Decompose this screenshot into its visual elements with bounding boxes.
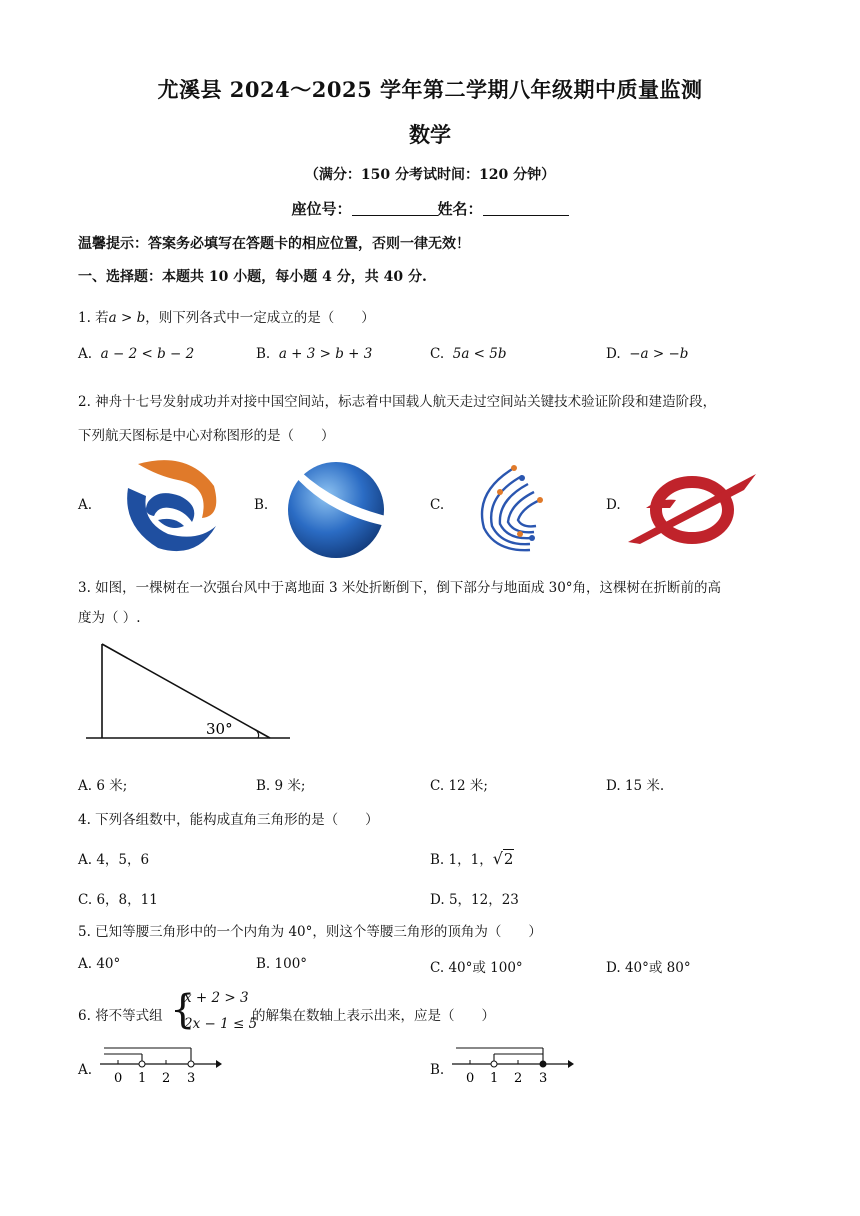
sqrt-icon: √ xyxy=(492,849,503,868)
svg-text:0: 0 xyxy=(114,1071,123,1086)
question-6-stem-prefix: 6. 将不等式组 xyxy=(78,1008,163,1024)
q1-prefix: 1. 若 xyxy=(78,310,109,326)
question-4-stem: 4. 下列各组数中，能构成直角三角形的是（ ） xyxy=(78,812,379,828)
q3-option-b[interactable]: B. 9 米; xyxy=(256,778,306,794)
q2-option-d-label[interactable]: D. xyxy=(606,497,621,513)
question-3-stem-line2: 度为（ ）. xyxy=(78,610,141,626)
question-2-stem-line1: 2. 神舟十七号发射成功并对接中国空间站，标志着中国载人航天走过空间站关键技术验证阶段和建造阶段， xyxy=(78,394,717,410)
broken-tree-figure xyxy=(84,640,294,744)
q5-option-d[interactable]: D. 40°或 80° xyxy=(606,960,691,976)
q2-option-a-label[interactable]: A. xyxy=(78,497,93,513)
swirl-logo-icon[interactable] xyxy=(118,456,222,556)
q3-option-a[interactable]: A. 6 米; xyxy=(78,778,128,794)
q1-option-c[interactable]: C. 5a < 5b xyxy=(430,346,507,362)
name-label: 姓名： xyxy=(437,200,483,218)
q1-option-d[interactable]: D. −a > −b xyxy=(606,346,689,362)
q1-option-a[interactable]: A. a − 2 < b − 2 xyxy=(78,346,195,362)
svg-text:3: 3 xyxy=(539,1071,548,1086)
q4-option-d[interactable]: D. 5，12，23 xyxy=(430,892,519,908)
subject-title: 数学 xyxy=(409,122,451,147)
question-1-stem xyxy=(78,306,375,326)
question-6-stem-suffix: 的解集在数轴上表示出来，应是（ ） xyxy=(252,1008,495,1024)
q2-option-b-label[interactable]: B. xyxy=(254,497,269,513)
q3-option-c[interactable]: C. 12 米; xyxy=(430,778,488,794)
q3-option-d[interactable]: D. 15 米. xyxy=(606,778,665,794)
exam-info: （满分：150 分考试时间：120 分钟） xyxy=(304,167,556,183)
q6-option-b-label[interactable]: B. xyxy=(430,1062,445,1078)
question-5-stem: 5. 已知等腰三角形中的一个内角为 40°，则这个等腰三角形的顶角为（ ） xyxy=(78,924,542,940)
system-line-1: x + 2 > 3 xyxy=(184,990,249,1006)
q1-suffix: ，则下列各式中一定成立的是（ ） xyxy=(145,310,375,326)
red-ring-logo-icon[interactable] xyxy=(626,472,758,546)
svg-text:2: 2 xyxy=(162,1071,171,1086)
q1-option-b[interactable]: B. a + 3 > b + 3 xyxy=(256,346,373,362)
system-line-2: 2x − 1 ≤ 5 xyxy=(184,1016,258,1032)
svg-text:1: 1 xyxy=(490,1071,499,1086)
svg-text:1: 1 xyxy=(138,1071,147,1086)
q6-option-a-label[interactable]: A. xyxy=(78,1062,93,1078)
question-2-stem-line2: 下列航天图标是中心对称图形的是（ ） xyxy=(78,428,335,444)
notice-tip: 温馨提示：答案务必填写在答题卡的相应位置，否则一律无效！ xyxy=(78,236,470,252)
svg-text:3: 3 xyxy=(187,1071,196,1086)
q4-option-a[interactable]: A. 4，5，6 xyxy=(78,852,150,868)
seat-name-line xyxy=(0,198,860,219)
svg-text:0: 0 xyxy=(466,1071,475,1086)
q4-option-b[interactable]: B. 1，1，√2 xyxy=(430,849,514,868)
orbit-lines-logo-icon[interactable] xyxy=(470,458,560,554)
sphere-logo-icon[interactable] xyxy=(282,454,386,558)
page-title: 尤溪县 2024～2025 学年第二学期八年级期中质量监测 xyxy=(157,77,703,102)
q1-condition: a > b xyxy=(108,310,146,326)
q5-option-b[interactable]: B. 100° xyxy=(256,956,308,972)
angle-label: 30° xyxy=(206,720,233,738)
question-3-stem-line1: 3. 如图，一棵树在一次强台风中于离地面 3 米处折断倒下，倒下部分与地面成 30°角，这棵树在折断前的高 xyxy=(78,580,722,596)
q5-option-a[interactable]: A. 40° xyxy=(78,956,121,972)
fallen-part xyxy=(102,644,270,738)
q6-option-b-number-line[interactable] xyxy=(448,1044,574,1088)
svg-text:2: 2 xyxy=(514,1071,523,1086)
brace-icon: { xyxy=(170,987,196,1033)
seat-label: 座位号： xyxy=(291,200,352,218)
q4-option-c[interactable]: C. 6，8，11 xyxy=(78,892,158,908)
q6-option-a-number-line[interactable] xyxy=(96,1044,222,1088)
seat-blank[interactable] xyxy=(352,201,438,216)
section-heading: 一、选择题：本题共 10 小题，每小题 4 分，共 40 分. xyxy=(78,269,427,285)
q5-option-c[interactable]: C. 40°或 100° xyxy=(430,960,523,976)
name-blank[interactable] xyxy=(483,201,569,216)
q2-option-c-label[interactable]: C. xyxy=(430,497,445,513)
